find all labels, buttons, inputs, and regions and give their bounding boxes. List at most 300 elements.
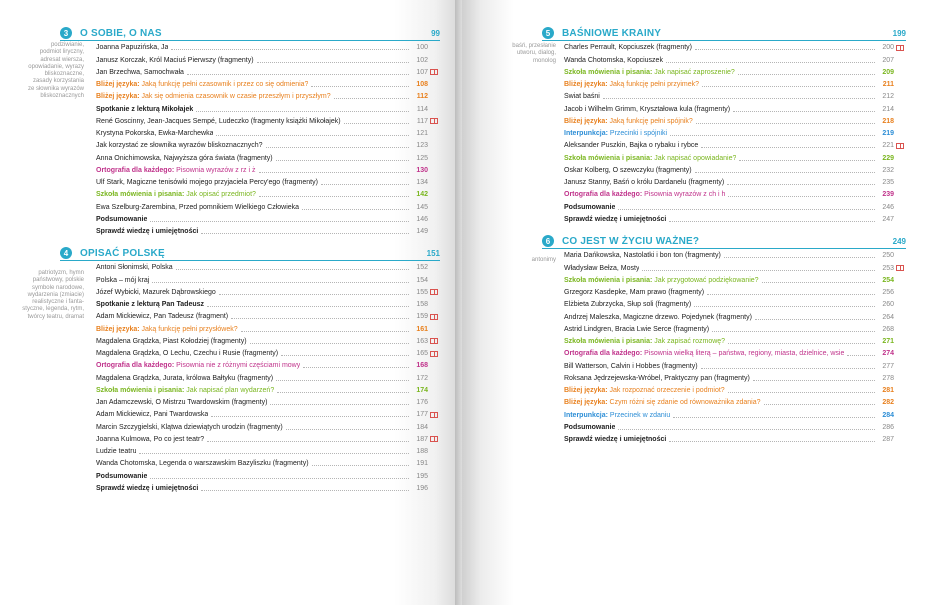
toc-entry-page: 154 xyxy=(416,276,428,284)
toc-entry xyxy=(96,432,440,444)
side-note xyxy=(4,270,84,321)
toc-entries xyxy=(564,40,906,224)
toc-entry-text xyxy=(96,263,173,272)
mark-slot xyxy=(894,105,906,114)
toc-entry-title: Władysław Bełza, Mosty xyxy=(564,264,640,272)
toc-entry-category: Szkoła mówienia i pisania: xyxy=(96,191,185,199)
toc-entry xyxy=(564,273,906,285)
toc-entries xyxy=(96,40,440,236)
section-number-badge: 6 xyxy=(542,235,554,247)
toc-entry-category: Bliżej języka: xyxy=(564,117,608,125)
dot-leader xyxy=(207,441,409,442)
section-5 xyxy=(545,26,906,223)
toc-entry-page: 165 xyxy=(416,350,428,357)
toc-entry-page: 214 xyxy=(882,105,894,113)
dot-leader xyxy=(707,294,875,295)
mark-slot xyxy=(894,435,906,444)
mark-slot xyxy=(428,43,440,52)
toc-entry-page: 250 xyxy=(882,252,894,260)
toc-entry-text xyxy=(96,349,278,358)
toc-entry-title: Anna Onichimowska, Najwyższa góra świata (fragmenty) xyxy=(96,154,273,162)
dot-leader xyxy=(695,172,875,173)
toc-entry-title: Andrzej Maleszka, Magiczne drzewo. Pojedynek (fragmenty) xyxy=(564,313,752,321)
toc-entry-text xyxy=(564,105,730,114)
toc-entry-page: 134 xyxy=(416,179,428,186)
mark-slot xyxy=(428,166,440,175)
side-note-line: zasady korzystania xyxy=(32,78,84,85)
toc-entry xyxy=(564,40,906,52)
toc-entry xyxy=(96,52,440,64)
toc-entry-title: Jacob i Wilhelm Grimm, Kryształowa kula (fragmenty) xyxy=(564,105,731,113)
toc-entry-text xyxy=(96,288,216,297)
toc-entry-title: Jak się odmienia czasownik w czasie przeszłym i przyszłym? xyxy=(141,93,331,101)
dot-leader xyxy=(219,294,409,295)
dot-leader xyxy=(728,196,875,197)
toc-entry-page: 114 xyxy=(416,105,428,113)
mark-slot xyxy=(428,227,440,236)
toc-entry-text xyxy=(96,178,318,187)
toc-entry-text xyxy=(564,362,698,371)
dot-leader xyxy=(733,111,875,112)
toc-entry-text xyxy=(96,459,309,468)
mark-slot xyxy=(894,300,906,309)
toc-entry xyxy=(96,199,440,211)
toc-entry-title: Adam Mickiewicz, Pani Twardowska xyxy=(96,411,209,419)
toc-entry xyxy=(564,77,906,89)
mark-slot xyxy=(894,68,906,77)
toc-entry-page: 161 xyxy=(416,325,428,333)
toc-entry-text xyxy=(564,203,615,212)
toc-entry xyxy=(96,224,440,236)
toc-entry-title: Ulf Stark, Magiczne tenisówki mojego przyjaciela Percy'ego (fragmenty) xyxy=(96,179,318,186)
toc-entry-category: Szkoła mówienia i pisania: xyxy=(564,338,653,345)
section-4 xyxy=(63,246,440,492)
mark-slot xyxy=(428,300,440,309)
toc-entry xyxy=(564,126,906,138)
dot-leader xyxy=(727,184,875,185)
toc-entry-page: 107 xyxy=(416,68,428,76)
side-note-line: adresat wiersza, xyxy=(40,56,84,63)
toc-entry-category: Bliżej języka: xyxy=(564,399,608,407)
mark-slot xyxy=(428,117,440,126)
toc-entry-text xyxy=(564,43,692,52)
dot-leader xyxy=(724,257,875,258)
toc-entry-page: 112 xyxy=(416,93,428,101)
toc-entry-page: 281 xyxy=(882,387,894,394)
mark-slot xyxy=(894,43,906,52)
toc-entry-category: Podsumowanie xyxy=(96,472,148,480)
dot-leader xyxy=(694,306,875,307)
open-book-icon xyxy=(430,314,438,320)
dot-leader xyxy=(753,380,875,381)
toc-entry-text xyxy=(564,411,670,420)
dot-leader xyxy=(701,147,875,148)
toc-entry-page: 125 xyxy=(416,154,428,162)
toc-entry xyxy=(564,101,906,113)
toc-entry-page: 177 xyxy=(416,411,428,419)
side-note-line: podziwianie, xyxy=(50,42,84,48)
toc-entry-category: Podsumowanie xyxy=(564,203,616,211)
toc-entry-page: 287 xyxy=(882,436,894,443)
toc-entry xyxy=(96,114,440,126)
toc-entry-title: Jak korzystać ze słownika wyrazów bliskoznacznych? xyxy=(96,142,263,150)
mark-slot xyxy=(428,80,440,89)
toc-entry xyxy=(564,89,906,101)
dot-leader xyxy=(231,318,409,319)
toc-entry-text xyxy=(96,117,341,126)
toc-entry-text xyxy=(96,227,198,236)
dot-leader xyxy=(673,417,875,418)
section-number-badge: 3 xyxy=(60,27,72,39)
toc-entry-text xyxy=(96,312,228,321)
toc-entry-page: 235 xyxy=(882,179,894,186)
toc-entry-title: Marcin Szczygielski, Klątwa dziewiątych urodzin (fragmenty) xyxy=(96,423,283,431)
toc-entry-title: Joanna Papuzińska, Ja xyxy=(96,44,169,52)
toc-entry-text xyxy=(96,300,204,309)
mark-slot xyxy=(428,178,440,187)
mark-slot xyxy=(428,435,440,444)
toc-entry xyxy=(564,407,906,419)
toc-entry-page: 254 xyxy=(882,276,894,284)
toc-entry xyxy=(96,297,440,309)
toc-entry-text xyxy=(564,166,692,175)
toc-entry-title: Jak przygotować podziękowanie? xyxy=(654,276,759,284)
mark-slot xyxy=(428,203,440,212)
toc-entry xyxy=(564,248,906,260)
dot-leader xyxy=(764,404,876,405)
toc-entry xyxy=(96,40,440,52)
side-note-line: wydarzenia (zmiacie) xyxy=(27,291,84,298)
toc-entry xyxy=(96,150,440,162)
toc-entry xyxy=(564,138,906,150)
mark-slot xyxy=(428,337,440,346)
toc-entry-page: 232 xyxy=(882,166,894,174)
toc-entry-page: 174 xyxy=(416,386,428,394)
dot-leader xyxy=(712,331,875,332)
toc-entry-page: 246 xyxy=(882,203,894,211)
mark-slot xyxy=(428,398,440,407)
toc-entry-page: 123 xyxy=(416,142,428,150)
open-book-icon xyxy=(896,265,904,271)
toc-entry-category: Ortografia dla każdego: xyxy=(96,362,175,370)
toc-entry-page: 117 xyxy=(416,117,428,125)
mark-slot xyxy=(894,349,906,358)
toc-entry-title: Krystyna Pokorska, Ewka-Marchewka xyxy=(96,130,214,137)
toc-entry xyxy=(564,346,906,358)
toc-entry-title: Mikołajek xyxy=(161,105,194,113)
toc-entry xyxy=(96,395,440,407)
toc-entry-category: Ortografia dla każdego: xyxy=(96,166,175,174)
mark-slot xyxy=(428,263,440,272)
toc-entry xyxy=(564,212,906,224)
mark-slot xyxy=(894,362,906,371)
side-note-line: opowiadanie, wyrazy xyxy=(28,63,84,70)
toc-entry xyxy=(96,468,440,480)
toc-entry-text xyxy=(96,386,274,395)
toc-entry-page: 184 xyxy=(416,423,428,431)
toc-entry xyxy=(96,101,440,113)
toc-entry-title: Maria Dańkowska, Nastolatki i bon ton (fragmenty) xyxy=(564,252,721,260)
toc-entry-title: Astrid Lindgren, Bracia Lwie Serce (fragmenty) xyxy=(564,325,710,333)
toc-entry-page: 200 xyxy=(882,44,894,52)
dot-leader xyxy=(618,209,875,210)
toc-entry-title: Jaką funkcję pełni spójnik? xyxy=(609,117,693,125)
toc-entry xyxy=(96,309,440,321)
dot-leader xyxy=(344,123,409,124)
section-title: OPISAĆ POLSKĘ xyxy=(80,247,165,259)
toc-entry-title: Bill Watterson, Calvin i Hobbes (fragmenty) xyxy=(564,362,698,370)
toc-entry-page: 172 xyxy=(416,374,428,382)
section-page: 199 xyxy=(892,28,906,38)
toc-entry-page: 146 xyxy=(416,215,428,223)
toc-entry-text xyxy=(564,129,667,138)
dot-leader xyxy=(739,160,875,161)
toc-entry-category: Bliżej języka: xyxy=(96,93,140,101)
mark-slot xyxy=(894,251,906,260)
toc-entry xyxy=(564,175,906,187)
mark-slot xyxy=(894,203,906,212)
mark-slot xyxy=(894,411,906,420)
toc-entry xyxy=(96,285,440,297)
mark-slot xyxy=(428,92,440,101)
toc-entry-title: Wanda Chotomska, Legenda o warszawskim Bazyliszku (fragmenty) xyxy=(96,460,309,468)
dot-leader xyxy=(257,62,409,63)
toc-entry xyxy=(564,260,906,272)
open-book-icon xyxy=(430,412,438,418)
open-book-icon xyxy=(430,436,438,442)
toc-entry xyxy=(564,150,906,162)
toc-entry-text xyxy=(96,276,149,285)
toc-entry xyxy=(96,419,440,431)
side-note xyxy=(4,42,84,100)
side-note-line: patriotyzm, hymn xyxy=(38,270,84,276)
side-note-line: styczne, legenda, rytm, xyxy=(22,306,84,313)
dot-leader xyxy=(302,209,409,210)
mark-slot xyxy=(894,154,906,163)
open-book-icon xyxy=(430,351,438,357)
toc-entry-title: Jak rozpoznać orzeczenie i podmiot? xyxy=(609,387,725,394)
toc-entry xyxy=(96,334,440,346)
dot-leader xyxy=(847,355,875,356)
toc-entry-page: 188 xyxy=(416,448,428,455)
toc-entry xyxy=(96,272,440,284)
toc-entry-text xyxy=(564,215,666,224)
dot-leader xyxy=(201,490,409,491)
toc-entry-text xyxy=(564,117,693,126)
toc-entry xyxy=(96,383,440,395)
mark-slot xyxy=(894,117,906,126)
toc-entry-text xyxy=(564,423,615,432)
toc-entry-text xyxy=(96,203,299,212)
mark-slot xyxy=(894,276,906,285)
toc-entry-page: 145 xyxy=(416,203,428,211)
toc-entry-text xyxy=(96,92,331,101)
toc-entry-text xyxy=(96,361,300,370)
mark-slot xyxy=(894,166,906,175)
toc-entry-text xyxy=(564,313,752,322)
toc-entry-title: Antoni Słonimski, Polska xyxy=(96,264,173,272)
dot-leader xyxy=(696,123,875,124)
toc-entry-text xyxy=(564,398,761,407)
mark-slot xyxy=(428,472,440,481)
toc-entry-page: 218 xyxy=(882,117,894,125)
toc-entry-title: Joanna Kulmowa, Po co jest teatr? xyxy=(96,435,205,443)
toc-entry-page: 286 xyxy=(882,423,894,431)
toc-entry-title: Józef Wybicki, Mazurek Dąbrowskiego xyxy=(96,288,216,296)
dot-leader xyxy=(669,221,875,222)
toc-entry-page: 278 xyxy=(882,374,894,382)
dot-leader xyxy=(618,429,875,430)
dot-leader xyxy=(666,62,875,63)
toc-entry-category: Ortografia dla każdego: xyxy=(564,350,643,358)
toc-entry-category: Podsumowanie xyxy=(96,215,148,223)
toc-entry xyxy=(96,138,440,150)
mark-slot xyxy=(428,349,440,358)
dot-leader xyxy=(250,343,409,344)
toc-entries xyxy=(96,260,440,493)
mark-slot xyxy=(894,92,906,101)
section-title: O SOBIE, O NAS xyxy=(80,27,162,39)
toc-entry-page: 282 xyxy=(882,399,894,407)
dot-leader xyxy=(762,282,875,283)
toc-entry-title: Pisownia wyrazów z ch i h xyxy=(644,191,726,199)
mark-slot xyxy=(894,264,906,273)
section-page: 151 xyxy=(426,248,440,258)
toc-entry-text xyxy=(96,423,283,432)
toc-entry-page: 159 xyxy=(416,313,428,321)
toc-entry xyxy=(96,163,440,175)
toc-entry-page: 176 xyxy=(416,399,428,406)
toc-entry-title: Magdalena Grądzka, Jurata, królowa Bałtyku (fragmenty) xyxy=(96,374,274,382)
dot-leader xyxy=(187,74,409,75)
dot-leader xyxy=(150,478,409,479)
toc-entry-title: Janusz Stanny, Baśń o królu Dardanelu (fragmenty) xyxy=(564,179,725,186)
section-number-badge: 5 xyxy=(542,27,554,39)
toc-entry xyxy=(96,444,440,456)
side-note-line: monolog xyxy=(532,57,556,64)
toc-entry-title: Pisownia wyrazów z rz i ż xyxy=(176,166,256,174)
toc-entry xyxy=(564,187,906,199)
mark-slot xyxy=(428,410,440,419)
mark-slot xyxy=(428,141,440,150)
toc-entry-title: Czym różni się zdanie od równoważnika zdania? xyxy=(609,399,761,407)
dot-leader xyxy=(670,135,875,136)
toc-entry-category: Sprawdź wiedzę i umiejętności xyxy=(96,228,199,235)
toc-entry-text xyxy=(564,178,724,187)
toc-entry-text xyxy=(564,141,698,150)
dot-leader xyxy=(755,319,875,320)
mark-slot xyxy=(428,484,440,493)
toc-entry-title: Jan Brzechwa, Samochwała xyxy=(96,68,184,76)
toc-entry-category: Spotkanie z lekturą xyxy=(96,105,160,113)
side-note-line: baśń, przesłanie xyxy=(512,43,556,49)
toc-entry-text xyxy=(96,410,208,419)
toc-entry xyxy=(96,65,440,77)
toc-entry xyxy=(564,395,906,407)
toc-entry-title: Adam Mickiewicz, Pan Tadeusz (fragment) xyxy=(96,313,229,321)
toc-entry-category: Interpunkcja: xyxy=(564,411,608,419)
toc-entry xyxy=(96,77,440,89)
toc-entry xyxy=(96,89,440,101)
toc-entry-title: Pisownia wielką literą – państwa, regiony, miasta, dzielnice, wsie xyxy=(644,350,845,358)
dot-leader xyxy=(311,86,409,87)
dot-leader xyxy=(270,404,409,405)
toc-entry-title: Aleksander Puszkin, Bajka o rybaku i rybce xyxy=(564,142,699,150)
side-note-line: państwowy, polskie xyxy=(32,277,84,284)
toc-entry-title: Oskar Kolberg, O szewczyku (fragmenty) xyxy=(564,166,692,174)
open-book-icon xyxy=(430,338,438,344)
toc-entry-page: 247 xyxy=(882,215,894,223)
section-title: CO JEST W ŻYCIU WAŻNE? xyxy=(562,235,700,247)
toc-entry-page: 209 xyxy=(882,68,894,76)
toc-entry xyxy=(564,65,906,77)
section-header xyxy=(60,26,440,41)
side-note-line: bliskoznaczne, xyxy=(44,71,84,78)
toc-entry-title: Ludzie teatru xyxy=(96,448,137,455)
dot-leader xyxy=(286,429,409,430)
side-note-line: bliskoznacznych xyxy=(40,93,84,100)
side-note-line: symbole narodowe, xyxy=(31,284,84,291)
toc-entry-title: Elżbieta Zubrzycka, Słup soli (fragmenty) xyxy=(564,301,692,309)
dot-leader xyxy=(281,355,409,356)
toc-entry-category: Sprawdź wiedzę i umiejętności xyxy=(96,484,199,492)
toc-entry-text xyxy=(96,56,254,65)
toc-entry-text xyxy=(96,68,184,77)
mark-slot xyxy=(428,276,440,285)
toc-entry-category: Spotkanie z lekturą xyxy=(96,301,160,308)
toc-entry-text xyxy=(96,337,247,346)
dot-leader xyxy=(738,74,875,75)
toc-entry-text xyxy=(564,349,844,358)
toc-entry-title: Pisownia nie z różnymi częściami mowy xyxy=(176,362,301,370)
toc-entry-page: 196 xyxy=(416,484,428,492)
mark-slot xyxy=(894,325,906,334)
mark-slot xyxy=(428,447,440,456)
toc-entry-text xyxy=(564,190,725,199)
toc-entry-page: 253 xyxy=(882,264,894,272)
dot-leader xyxy=(312,465,409,466)
toc-entry-page: 187 xyxy=(416,435,428,443)
toc-entry-page: 229 xyxy=(882,154,894,162)
toc-entry-category: Interpunkcja: xyxy=(564,130,608,137)
toc-entry-text xyxy=(96,129,213,138)
toc-entry-title: Janusz Korczak, Król Maciuś Pierwszy (fragmenty) xyxy=(96,56,254,64)
toc-entry-text xyxy=(96,325,238,334)
dot-leader xyxy=(277,392,409,393)
dot-leader xyxy=(728,343,875,344)
toc-entry-title: Charles Perrault, Kopciuszek (fragmenty) xyxy=(564,44,692,52)
toc-entry-title: Jak napisać plan wydarzeń? xyxy=(186,386,275,394)
toc-entry-page: 260 xyxy=(882,301,894,309)
dot-leader xyxy=(150,221,409,222)
toc-entry-text xyxy=(96,472,147,481)
toc-entry-text xyxy=(96,447,136,456)
mark-slot xyxy=(428,68,440,77)
side-note xyxy=(486,257,556,264)
toc-entry-category: Szkoła mówienia i pisania: xyxy=(564,68,653,76)
mark-slot xyxy=(428,374,440,383)
mark-slot xyxy=(894,129,906,138)
toc-entry-page: 152 xyxy=(416,264,428,272)
toc-entry xyxy=(564,199,906,211)
toc-entry-text xyxy=(564,264,639,273)
toc-entry xyxy=(564,432,906,444)
toc-entry-page: 191 xyxy=(416,460,428,468)
side-note xyxy=(486,43,556,65)
toc-entry-page: 207 xyxy=(882,56,894,64)
toc-entry-title: Roksana Jędrzejewska-Wróbel, Praktyczny pan (fragmenty) xyxy=(564,374,750,382)
toc-entry-page: 268 xyxy=(882,325,894,333)
